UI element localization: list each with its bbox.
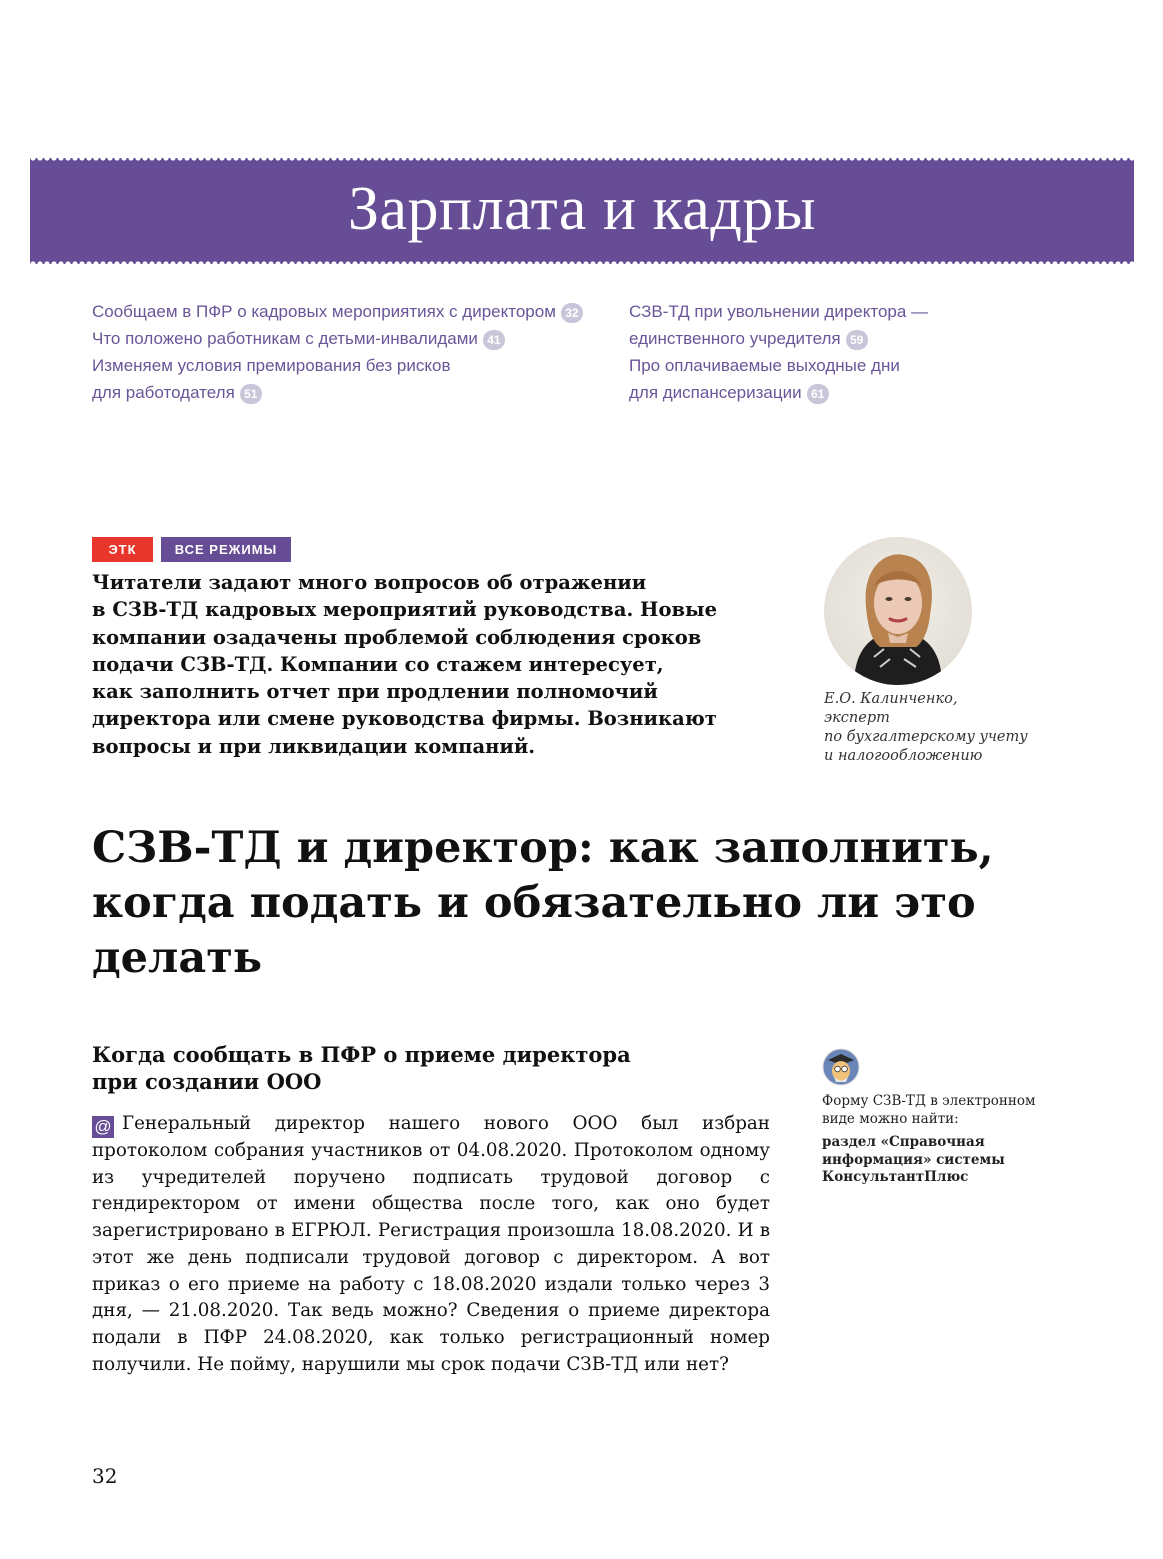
author-caption: Е.О. Калинченко, эксперт по бухгалтерскому учету и налогообложению	[824, 691, 1028, 764]
page-badge: 32	[561, 303, 583, 323]
lead-paragraph: Читатели задают много вопросов об отражении в СЗВ-ТД кадровых мероприятий руководства. Новые компании озадачены проблемой соблюдения сроков подачи СЗВ-ТД. Компании со стажем интересует, как заполнить отчет при продлении полномочий директора или смене руководства фирмы. Возникают вопросы и при ликвидации компаний.	[92, 571, 717, 758]
page-badge: 59	[846, 330, 868, 350]
article-headline: СЗВ-ТД и директор: как заполнить, когда подать и обязательно ли это делать	[92, 823, 994, 983]
toc-item[interactable]: Что положено работникам с детьми-инвалидами 41	[92, 325, 592, 352]
toc-item[interactable]: единственного учредителя 59	[629, 325, 1079, 352]
section-title: Зарплата и кадры	[347, 175, 817, 243]
professor-icon	[822, 1048, 860, 1086]
author-portrait-icon	[824, 537, 972, 685]
tag-etk: ЭТК	[92, 537, 153, 562]
toc-item[interactable]: Изменяем условия премирования без рисков	[92, 356, 451, 375]
question-text: Генеральный директор нашего нового ООО был избран протоколом собрания участников от 04.08.2020. Протоколом одному из учредителей поручено подписать трудовой договор с гендиректором от имени общества после того, как оно будет зарегистрировано в ЕГРЮЛ. Регистрация произошла 18.08.2020. И в этот же день подписали трудовой договор с директором. А вот приказ о его приеме на работу с 18.08.2020 издали только через 3 дня, — 21.08.2020. Так ведь можно? Сведения о приеме директора подали в ПФР 24.08.2020, как только регистрационный номер получили. Не пойму, нарушили мы срок подачи СЗВ-ТД или нет?	[92, 1113, 770, 1375]
author-photo	[824, 537, 972, 685]
consultant-mascot-icon	[822, 1048, 860, 1086]
section-banner	[30, 158, 1134, 264]
toc-item[interactable]: для диспансеризации 61	[629, 379, 1079, 406]
sidebar-note-path[interactable]: раздел «Справочная информация» системы КонсультантПлюс	[822, 1134, 1005, 1185]
sidebar-note	[822, 1093, 1042, 1187]
toc-item[interactable]: для работодателя 51	[92, 379, 592, 406]
tag-all-regimes: ВСЕ РЕЖИМЫ	[161, 537, 291, 562]
section-subheading: Когда сообщать в ПФР о приеме директора при создании ООО	[92, 1042, 631, 1094]
page-badge: 61	[807, 384, 829, 404]
reader-question	[92, 1111, 770, 1378]
toc-item[interactable]: СЗВ-ТД при увольнении директора —	[629, 302, 929, 321]
toc-left-column	[92, 298, 592, 406]
toc-item[interactable]: Сообщаем в ПФР о кадровых мероприятиях с директором 32	[92, 298, 592, 325]
page-badge: 41	[483, 330, 505, 350]
page-number: 32	[92, 1464, 118, 1488]
sidebar-note-text: Форму СЗВ-ТД в электронном виде можно найти:	[822, 1093, 1036, 1127]
toc-right-column	[629, 298, 1079, 406]
question-at-icon: @	[92, 1116, 114, 1138]
toc-item[interactable]: Про оплачиваемые выходные дни	[629, 356, 900, 375]
page-badge: 51	[240, 384, 262, 404]
